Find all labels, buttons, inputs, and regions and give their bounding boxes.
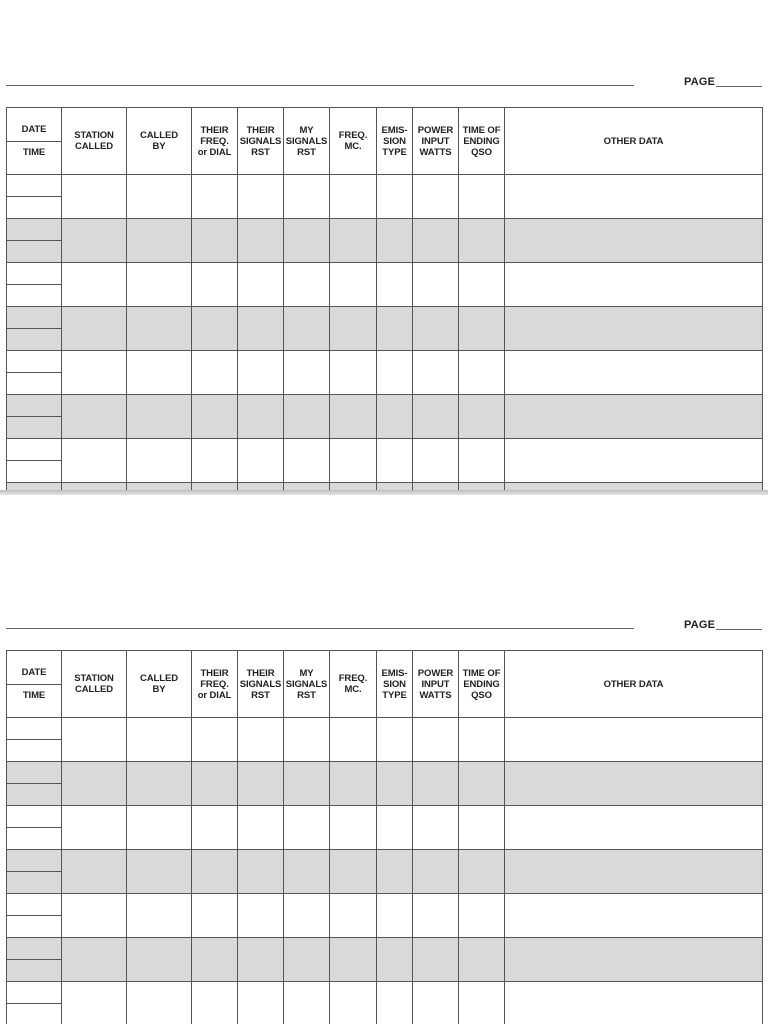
date-time-cell[interactable]	[7, 982, 62, 1024]
other-data-cell[interactable]	[505, 307, 763, 351]
emission-type-cell[interactable]	[377, 395, 413, 439]
header-other-data: OTHER DATA	[505, 651, 763, 718]
other-data-cell[interactable]	[505, 850, 763, 894]
power-input-cell[interactable]	[413, 982, 459, 1024]
log-row	[7, 894, 763, 938]
time-ending-cell[interactable]	[459, 982, 505, 1024]
called-by-cell[interactable]	[127, 439, 192, 483]
freq-cell[interactable]	[330, 718, 377, 762]
their-signals-cell[interactable]	[238, 938, 284, 982]
page-label: PAGE	[684, 76, 716, 88]
power-input-cell[interactable]	[413, 307, 459, 351]
called-by-cell[interactable]	[127, 938, 192, 982]
called-by-cell[interactable]	[127, 718, 192, 762]
date-time-cell[interactable]	[7, 439, 62, 483]
date-time-cell[interactable]	[7, 395, 62, 439]
station-called-cell[interactable]	[62, 351, 127, 395]
header-called-by: CALLED BY	[127, 651, 192, 718]
my-signals-cell[interactable]	[284, 982, 330, 1024]
log-sheet-2	[0, 543, 768, 1024]
header-my-signals: MY SIGNALS RST	[284, 651, 330, 718]
emission-type-cell[interactable]	[377, 219, 413, 263]
log-row	[7, 439, 763, 483]
station-called-cell[interactable]	[62, 439, 127, 483]
log-row	[7, 351, 763, 395]
their-freq-cell[interactable]	[192, 395, 238, 439]
date-field[interactable]	[7, 395, 61, 416]
date-time-cell[interactable]	[7, 938, 62, 982]
log-row	[7, 762, 763, 806]
their-signals-cell[interactable]	[238, 219, 284, 263]
station-called-cell[interactable]	[62, 982, 127, 1024]
freq-cell[interactable]	[330, 219, 377, 263]
station-called-cell[interactable]	[62, 175, 127, 219]
called-by-cell[interactable]	[127, 982, 192, 1024]
date-field[interactable]	[7, 175, 61, 196]
called-by-cell[interactable]	[127, 175, 192, 219]
log-row	[7, 850, 763, 894]
their-freq-cell[interactable]	[192, 982, 238, 1024]
date-field[interactable]	[7, 263, 61, 284]
date-time-cell[interactable]	[7, 263, 62, 307]
page-label: PAGE	[684, 619, 716, 631]
time-ending-cell[interactable]	[459, 718, 505, 762]
freq-cell[interactable]	[330, 894, 377, 938]
date-field[interactable]	[7, 894, 61, 915]
date-time-cell[interactable]	[7, 762, 62, 806]
freq-cell[interactable]	[330, 395, 377, 439]
power-input-cell[interactable]	[413, 263, 459, 307]
time-field[interactable]	[7, 739, 61, 761]
date-time-cell[interactable]	[7, 175, 62, 219]
their-freq-cell[interactable]	[192, 219, 238, 263]
time-ending-cell[interactable]	[459, 762, 505, 806]
freq-cell[interactable]	[330, 938, 377, 982]
my-signals-cell[interactable]	[284, 718, 330, 762]
header-power-input: POWER INPUT WATTS	[413, 651, 459, 718]
header-their-signals: THEIR SIGNALS RST	[238, 108, 284, 175]
time-ending-cell[interactable]	[459, 263, 505, 307]
time-field[interactable]	[7, 240, 61, 262]
station-called-cell[interactable]	[62, 762, 127, 806]
header-power-input: POWER INPUT WATTS	[413, 108, 459, 175]
freq-cell[interactable]	[330, 806, 377, 850]
emission-type-cell[interactable]	[377, 762, 413, 806]
time-field[interactable]	[7, 328, 61, 350]
log-sheet-1	[0, 0, 768, 495]
log-row	[7, 395, 763, 439]
their-freq-cell[interactable]	[192, 894, 238, 938]
their-freq-cell[interactable]	[192, 762, 238, 806]
their-freq-cell[interactable]	[192, 850, 238, 894]
time-ending-cell[interactable]	[459, 219, 505, 263]
time-field[interactable]	[7, 1003, 61, 1024]
freq-cell[interactable]	[330, 439, 377, 483]
header-emission-type: EMIS- SION TYPE	[377, 108, 413, 175]
called-by-cell[interactable]	[127, 806, 192, 850]
other-data-cell[interactable]	[505, 439, 763, 483]
date-field[interactable]	[7, 762, 61, 783]
power-input-cell[interactable]	[413, 439, 459, 483]
called-by-cell[interactable]	[127, 351, 192, 395]
log-row	[7, 307, 763, 351]
my-signals-cell[interactable]	[284, 219, 330, 263]
time-field[interactable]	[7, 915, 61, 937]
date-time-cell[interactable]	[7, 351, 62, 395]
header-freq: FREQ. MC.	[330, 651, 377, 718]
time-ending-cell[interactable]	[459, 850, 505, 894]
page-number-line	[716, 86, 762, 87]
date-time-cell[interactable]	[7, 718, 62, 762]
header-time: TIME	[7, 684, 61, 707]
header-date-time	[7, 108, 62, 175]
other-data-cell[interactable]	[505, 762, 763, 806]
date-time-cell[interactable]	[7, 806, 62, 850]
freq-cell[interactable]	[330, 263, 377, 307]
power-input-cell[interactable]	[413, 175, 459, 219]
other-data-cell[interactable]	[505, 806, 763, 850]
called-by-cell[interactable]	[127, 395, 192, 439]
page-fold	[0, 490, 768, 495]
header-time-ending: TIME OF ENDING QSO	[459, 651, 505, 718]
header-my-signals: MY SIGNALS RST	[284, 108, 330, 175]
their-freq-cell[interactable]	[192, 351, 238, 395]
date-time-cell[interactable]	[7, 307, 62, 351]
other-data-cell[interactable]	[505, 351, 763, 395]
header-their-signals: THEIR SIGNALS RST	[238, 651, 284, 718]
log-row	[7, 175, 763, 219]
header-time-ending: TIME OF ENDING QSO	[459, 108, 505, 175]
their-signals-cell[interactable]	[238, 263, 284, 307]
date-field[interactable]	[7, 806, 61, 827]
called-by-cell[interactable]	[127, 219, 192, 263]
time-ending-cell[interactable]	[459, 175, 505, 219]
date-field[interactable]	[7, 351, 61, 372]
power-input-cell[interactable]	[413, 806, 459, 850]
header-their-freq: THEIR FREQ. or DIAL	[192, 108, 238, 175]
called-by-cell[interactable]	[127, 762, 192, 806]
header-time: TIME	[7, 141, 61, 164]
time-field[interactable]	[7, 284, 61, 306]
time-field[interactable]	[7, 196, 61, 218]
their-freq-cell[interactable]	[192, 439, 238, 483]
called-by-cell[interactable]	[127, 307, 192, 351]
station-called-cell[interactable]	[62, 850, 127, 894]
station-called-cell[interactable]	[62, 263, 127, 307]
my-signals-cell[interactable]	[284, 439, 330, 483]
my-signals-cell[interactable]	[284, 938, 330, 982]
freq-cell[interactable]	[330, 982, 377, 1024]
freq-cell[interactable]	[330, 762, 377, 806]
their-freq-cell[interactable]	[192, 806, 238, 850]
other-data-cell[interactable]	[505, 263, 763, 307]
header-their-freq: THEIR FREQ. or DIAL	[192, 651, 238, 718]
date-field[interactable]	[7, 718, 61, 739]
emission-type-cell[interactable]	[377, 439, 413, 483]
header-other-data: OTHER DATA	[505, 108, 763, 175]
header-station-called: STATION CALLED	[62, 651, 127, 718]
time-ending-cell[interactable]	[459, 351, 505, 395]
time-ending-cell[interactable]	[459, 307, 505, 351]
title-line	[6, 628, 634, 629]
time-ending-cell[interactable]	[459, 894, 505, 938]
emission-type-cell[interactable]	[377, 982, 413, 1024]
power-input-cell[interactable]	[413, 938, 459, 982]
emission-type-cell[interactable]	[377, 894, 413, 938]
power-input-cell[interactable]	[413, 395, 459, 439]
time-field[interactable]	[7, 959, 61, 981]
my-signals-cell[interactable]	[284, 806, 330, 850]
freq-cell[interactable]	[330, 307, 377, 351]
my-signals-cell[interactable]	[284, 762, 330, 806]
station-called-cell[interactable]	[62, 307, 127, 351]
date-field[interactable]	[7, 219, 61, 240]
log-table	[6, 107, 763, 495]
freq-cell[interactable]	[330, 351, 377, 395]
freq-cell[interactable]	[330, 175, 377, 219]
my-signals-cell[interactable]	[284, 263, 330, 307]
emission-type-cell[interactable]	[377, 938, 413, 982]
other-data-cell[interactable]	[505, 894, 763, 938]
their-freq-cell[interactable]	[192, 307, 238, 351]
power-input-cell[interactable]	[413, 718, 459, 762]
time-field[interactable]	[7, 460, 61, 482]
header-date: DATE	[21, 667, 47, 679]
date-field[interactable]	[7, 850, 61, 871]
emission-type-cell[interactable]	[377, 718, 413, 762]
emission-type-cell[interactable]	[377, 307, 413, 351]
power-input-cell[interactable]	[413, 351, 459, 395]
other-data-cell[interactable]	[505, 219, 763, 263]
date-field[interactable]	[7, 307, 61, 328]
date-time-cell[interactable]	[7, 850, 62, 894]
log-row	[7, 219, 763, 263]
header-station-called: STATION CALLED	[62, 108, 127, 175]
my-signals-cell[interactable]	[284, 351, 330, 395]
date-field[interactable]	[7, 982, 61, 1003]
emission-type-cell[interactable]	[377, 850, 413, 894]
log-body	[7, 175, 763, 496]
their-freq-cell[interactable]	[192, 175, 238, 219]
time-ending-cell[interactable]	[459, 395, 505, 439]
my-signals-cell[interactable]	[284, 307, 330, 351]
station-called-cell[interactable]	[62, 938, 127, 982]
emission-type-cell[interactable]	[377, 175, 413, 219]
emission-type-cell[interactable]	[377, 263, 413, 307]
emission-type-cell[interactable]	[377, 351, 413, 395]
power-input-cell[interactable]	[413, 894, 459, 938]
header-freq: FREQ. MC.	[330, 108, 377, 175]
their-signals-cell[interactable]	[238, 982, 284, 1024]
called-by-cell[interactable]	[127, 263, 192, 307]
log-row	[7, 938, 763, 982]
log-row	[7, 263, 763, 307]
their-signals-cell[interactable]	[238, 894, 284, 938]
other-data-cell[interactable]	[505, 718, 763, 762]
header-date: DATE	[21, 124, 47, 136]
power-input-cell[interactable]	[413, 762, 459, 806]
my-signals-cell[interactable]	[284, 894, 330, 938]
log-body	[7, 718, 763, 1024]
time-ending-cell[interactable]	[459, 439, 505, 483]
their-signals-cell[interactable]	[238, 718, 284, 762]
header-called-by: CALLED BY	[127, 108, 192, 175]
their-freq-cell[interactable]	[192, 938, 238, 982]
station-called-cell[interactable]	[62, 395, 127, 439]
date-time-cell[interactable]	[7, 894, 62, 938]
other-data-cell[interactable]	[505, 395, 763, 439]
header-date-time	[7, 651, 62, 718]
time-field[interactable]	[7, 416, 61, 438]
page-number-line	[716, 629, 762, 630]
their-signals-cell[interactable]	[238, 307, 284, 351]
date-field[interactable]	[7, 439, 61, 460]
time-field[interactable]	[7, 783, 61, 805]
other-data-cell[interactable]	[505, 938, 763, 982]
my-signals-cell[interactable]	[284, 395, 330, 439]
their-signals-cell[interactable]	[238, 762, 284, 806]
their-signals-cell[interactable]	[238, 351, 284, 395]
freq-cell[interactable]	[330, 850, 377, 894]
date-field[interactable]	[7, 938, 61, 959]
date-time-cell[interactable]	[7, 219, 62, 263]
station-called-cell[interactable]	[62, 806, 127, 850]
title-line	[6, 85, 634, 86]
their-signals-cell[interactable]	[238, 175, 284, 219]
power-input-cell[interactable]	[413, 850, 459, 894]
emission-type-cell[interactable]	[377, 806, 413, 850]
station-called-cell[interactable]	[62, 219, 127, 263]
log-table	[6, 650, 763, 1024]
their-signals-cell[interactable]	[238, 806, 284, 850]
log-row	[7, 982, 763, 1024]
their-freq-cell[interactable]	[192, 263, 238, 307]
their-signals-cell[interactable]	[238, 395, 284, 439]
station-called-cell[interactable]	[62, 718, 127, 762]
other-data-cell[interactable]	[505, 175, 763, 219]
time-field[interactable]	[7, 871, 61, 893]
their-signals-cell[interactable]	[238, 439, 284, 483]
called-by-cell[interactable]	[127, 850, 192, 894]
power-input-cell[interactable]	[413, 219, 459, 263]
time-ending-cell[interactable]	[459, 806, 505, 850]
other-data-cell[interactable]	[505, 982, 763, 1024]
called-by-cell[interactable]	[127, 894, 192, 938]
their-signals-cell[interactable]	[238, 850, 284, 894]
log-row	[7, 718, 763, 762]
time-ending-cell[interactable]	[459, 938, 505, 982]
my-signals-cell[interactable]	[284, 175, 330, 219]
log-row	[7, 806, 763, 850]
their-freq-cell[interactable]	[192, 718, 238, 762]
station-called-cell[interactable]	[62, 894, 127, 938]
time-field[interactable]	[7, 372, 61, 394]
time-field[interactable]	[7, 827, 61, 849]
header-emission-type: EMIS- SION TYPE	[377, 651, 413, 718]
my-signals-cell[interactable]	[284, 850, 330, 894]
